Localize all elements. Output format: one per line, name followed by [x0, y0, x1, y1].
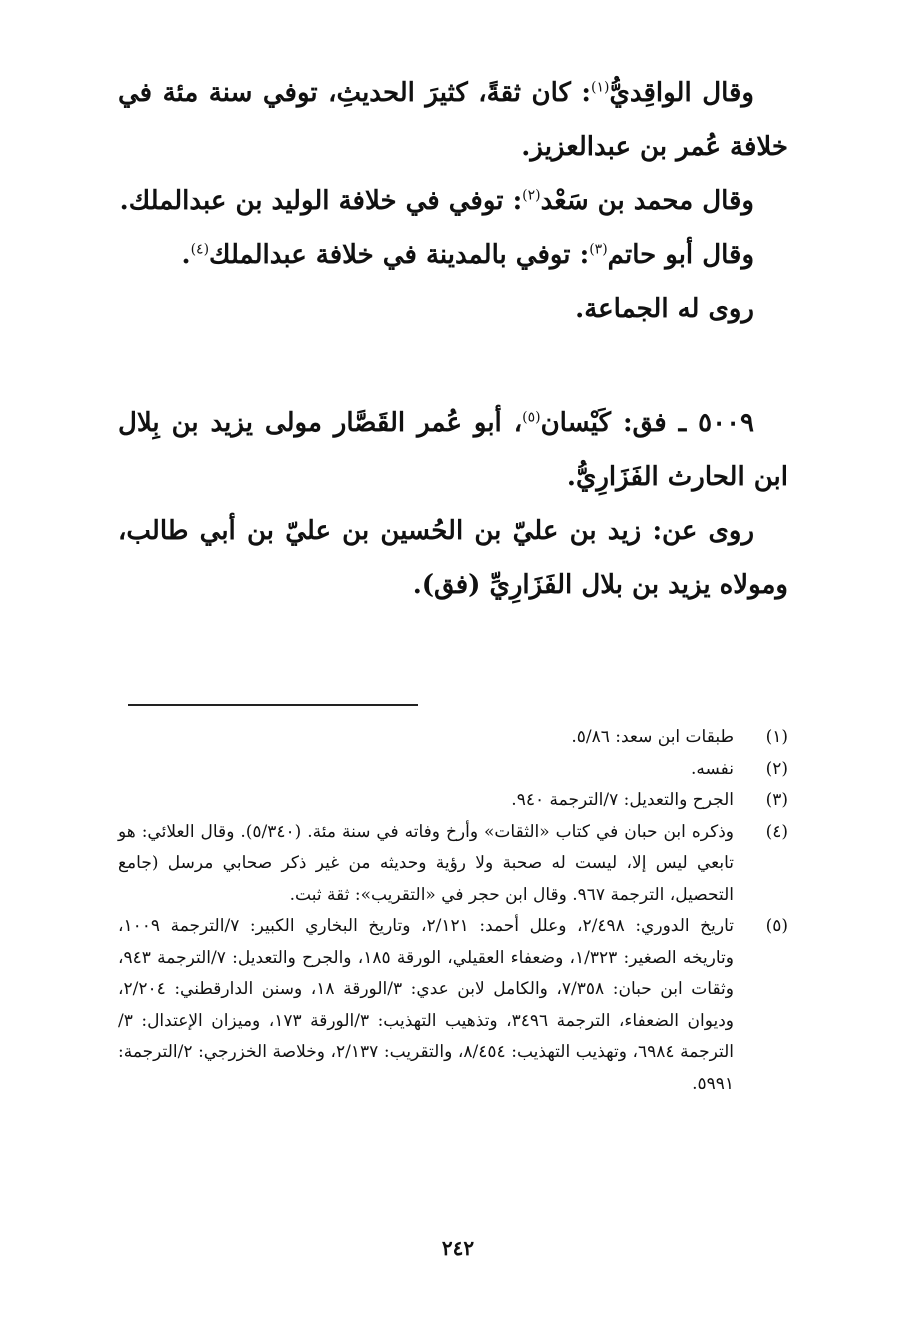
footnote-separator [128, 704, 418, 706]
entry-heading-5009: ٥٠٠٩ ـ فق: كَيْسان$^{(٥)}$، أبو عُمر القَصَّار مولى يزيد بن بِلال ابن الحارث الفَزَارِيُّ. [118, 408, 788, 492]
footnote-3 [118, 785, 788, 817]
paragraph-narrated-from: روى عن: زيد بن عليّ بن الحُسين بن عليّ بن أبي طالب، ومولاه يزيد بن بلال الفَزَارِيِّ (فق). [118, 516, 788, 600]
footnotes [118, 722, 788, 1100]
footnote-2 [118, 754, 788, 786]
footnote-number: (٢) [765, 758, 788, 779]
footnote-ref: (١) [591, 79, 610, 96]
footnote-text: نفسه. [690, 758, 734, 779]
page-number: ٢٤٢ [441, 1236, 475, 1260]
footnote-number: (١) [765, 727, 788, 747]
footnote-1 [118, 722, 788, 754]
footnote-ref: (٢) [522, 187, 541, 204]
paragraph-narrated-by: روى له الجماعة. [575, 294, 754, 324]
footnote-ref: (٤) [190, 241, 210, 258]
paragraph-abu-hatim: وقال أبو حاتم$^{(٣)}$: توفي بالمدينة في خلافة عبدالملك$^{(٤)}$. [181, 240, 754, 270]
paragraph-waqidi: وقال الواقِديُّ$^{(١)}$: كان ثقةً، كثيرَ الحديثِ، توفي سنة مئة في خلافة عُمر بن عبدالعزيز. [118, 78, 788, 162]
main-text [118, 66, 788, 612]
footnote-ref: (٥) [522, 409, 541, 426]
footnote-number: (٣) [765, 790, 788, 810]
paragraph-ibn-sad: وقال محمد بن سَعْد$^{(٢)}$: توفي في خلافة الوليد بن عبدالملك. [119, 186, 754, 216]
footnote-text: وذكره ابن حبان في كتاب «الثقات» وأرخ وفاته في سنة مئة. (٥/٣٤٠). وقال العلائي: هو تابعي ليس إلا، ليست له صحبة ولا رؤية وحديثه من غير ذكر صحابي مرسل (جامع التحصيل، الترجمة ٩٦٧. وقال ابن حجر في «التقريب»: ثقة ثبت. [118, 821, 734, 905]
footnote-ref: (٣) [589, 241, 608, 258]
footnote-text: طبقات ابن سعد: ٥/٨٦. [571, 727, 734, 747]
footnote-text: تاريخ الدوري: ٢/٤٩٨، وعلل أحمد: ٢/١٢١، وتاريخ البخاري الكبير: ٧/الترجمة ١٠٠٩، وتاريخه الصغير: ١/٣٢٣، وضعفاء العقيلي، الورقة ١٨٥، والجرح والتعديل: ٧/الترجمة ٩٤٣، وثقات ابن حبان: ٧/٣٥٨، والكامل لابن عدي: ٣/الورقة ١٨، وسنن الدارقطني: ٢/٢٠٤، وديوان الضعفاء، الترجمة ٣٤٩٦، وتذهيب التهذيب: ٣/الورقة ١٧٣، وميزان الإعتدال: ٣/الترجمة ٦٩٨٤، وتهذيب التهذيب: ٨/٤٥٤، والتقريب: ٢/١٣٧، وخلاصة الخزرجي: ٢/الترجمة: ٥٩٩١. [118, 916, 735, 1094]
footnote-5 [118, 911, 788, 1100]
footnote-4 [118, 817, 788, 912]
footnote-text: الجرح والتعديل: ٧/الترجمة ٩٤٠. [511, 790, 734, 810]
footnote-number: (٥) [765, 916, 788, 936]
footnote-number: (٤) [765, 821, 788, 842]
narrated-from-label: روى عن: [652, 516, 754, 546]
